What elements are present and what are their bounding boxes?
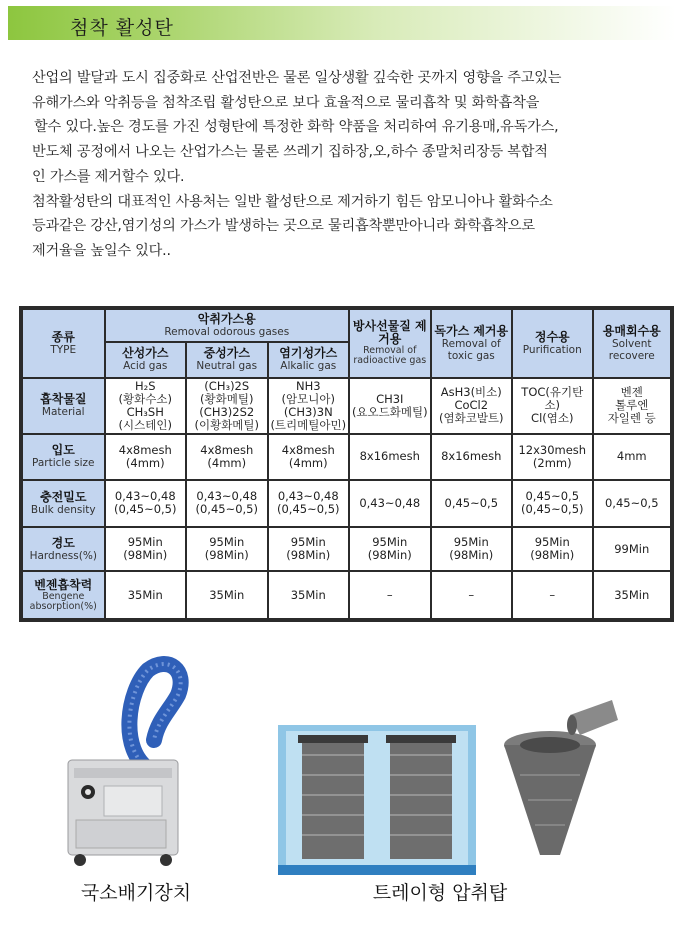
left-photo-caption: 국소배기장치 bbox=[80, 882, 192, 904]
cell-value: 95Min bbox=[372, 535, 408, 550]
row-header-particle bbox=[23, 435, 104, 479]
cell-value: (암모니아) bbox=[281, 391, 335, 406]
cell-value: (CH3)3N bbox=[283, 404, 333, 419]
cell-value: 4x8mesh bbox=[281, 442, 335, 457]
cell-value: 4x8mesh bbox=[118, 442, 172, 457]
cell-value: 벤젠 bbox=[620, 385, 643, 400]
intro-line: 반도체 공정에서 나오는 산업가스는 물론 쓰레기 집하장,오,하수 종말처리장등 복합적 bbox=[32, 144, 548, 161]
col-header-ko: 염기성가스 bbox=[279, 346, 338, 361]
cell-value: TOC(유기탄소) bbox=[521, 385, 584, 413]
cell-value: 0,43~0,48 bbox=[196, 489, 258, 504]
cell-value: 0,45~0,5 bbox=[444, 495, 499, 510]
cell-value: CH3I bbox=[376, 391, 404, 406]
table-cell bbox=[513, 379, 591, 433]
table-cell bbox=[269, 379, 349, 433]
col-header-en: Solvent recovere bbox=[608, 337, 655, 362]
col-header bbox=[350, 310, 430, 377]
cell-value: 톨루엔 bbox=[615, 398, 649, 413]
cell-value: 35Min bbox=[127, 587, 163, 602]
cell-value: 95Min bbox=[209, 535, 245, 550]
cell-value: 0,45~0,5 bbox=[525, 489, 580, 504]
intro-line: 첨착활성탄의 대표적인 사용처는 일반 활성탄으로 제거하기 힘든 암모니아나 활화수소 bbox=[32, 193, 553, 210]
cell-value: (CH3)2S2 bbox=[199, 404, 255, 419]
col-header-ko: 용매회수용 bbox=[602, 323, 661, 338]
cell-value: CH₃SH bbox=[126, 404, 164, 419]
table-cell bbox=[187, 572, 267, 618]
cell-value: 35Min bbox=[209, 587, 245, 602]
table-cell bbox=[350, 528, 430, 570]
cell-value: AsH3(비소) bbox=[440, 385, 502, 400]
table-cell bbox=[432, 435, 512, 479]
row-header-benzene bbox=[23, 572, 104, 618]
spec-table-wrapper bbox=[19, 306, 674, 622]
row-header-ko: 입도 bbox=[51, 443, 75, 458]
cell-value: 4mm bbox=[616, 449, 647, 464]
table-row bbox=[23, 528, 670, 570]
table-cell bbox=[187, 481, 267, 527]
cell-value: 0,43~0,48 bbox=[114, 489, 176, 504]
cell-value: (2mm) bbox=[532, 455, 572, 470]
cell-value: 자일렌 등 bbox=[607, 411, 656, 426]
row-header-density bbox=[23, 481, 104, 527]
cell-value: H₂S bbox=[134, 378, 156, 393]
cell-value: 35Min bbox=[290, 587, 326, 602]
spec-table bbox=[21, 308, 672, 620]
table-cell bbox=[513, 572, 591, 618]
col-header-en: Alkalic gas bbox=[280, 360, 337, 373]
intro-line: 산업의 발달과 도시 집중화로 산업전반은 물론 일상생활 깊숙한 곳까지 영향을 주고있는 bbox=[32, 70, 562, 86]
local-exhaust-photo bbox=[58, 650, 198, 872]
row-header-ko: 경도 bbox=[51, 535, 75, 550]
table-row bbox=[23, 481, 670, 527]
intro-line: 유해가스와 악취등을 첨착조립 활성탄으로 보다 효율적으로 물리흡착 및 화학흡착을 bbox=[32, 94, 540, 111]
cell-value: (98Min) bbox=[449, 548, 494, 563]
table-cell bbox=[106, 435, 186, 479]
col-header-en: Acid gas bbox=[123, 360, 168, 373]
cell-value: (트리메틸아민) bbox=[270, 417, 347, 432]
table-cell bbox=[350, 572, 430, 618]
cell-value: (황화메틸) bbox=[200, 391, 254, 406]
table-cell bbox=[106, 528, 186, 570]
table-cell bbox=[432, 379, 512, 433]
cell-value: 95Min bbox=[534, 535, 570, 550]
table-cell bbox=[594, 572, 671, 618]
cell-value: 99Min bbox=[614, 541, 650, 556]
cell-value: (98Min) bbox=[286, 548, 331, 563]
cell-value: (98Min) bbox=[123, 548, 168, 563]
table-cell bbox=[350, 481, 430, 527]
table-cell bbox=[594, 435, 671, 479]
col-header bbox=[432, 310, 512, 377]
cell-value: (98Min) bbox=[367, 548, 412, 563]
cell-value: (0,45~0,5) bbox=[277, 502, 340, 517]
group-header bbox=[106, 310, 349, 341]
row-header-en: Bulk density bbox=[30, 503, 96, 516]
cell-value: CoCl2 bbox=[454, 398, 489, 413]
cell-value: (4mm) bbox=[288, 455, 328, 470]
col-header-ko: 독가스 제거용 bbox=[434, 323, 509, 338]
cell-value: 95Min bbox=[290, 535, 326, 550]
page-title: 첨착 활성탄 bbox=[70, 17, 174, 39]
col-header-en: Purification bbox=[522, 343, 582, 356]
col-header-en: Removal of toxic gas bbox=[441, 337, 501, 362]
cell-value: (4mm) bbox=[125, 455, 165, 470]
col-header-ko: 중성가스 bbox=[203, 346, 250, 361]
cell-value: (이황화메틸) bbox=[194, 417, 260, 432]
cell-value: (시스테인) bbox=[118, 417, 172, 432]
cell-value: (0,45~0,5) bbox=[195, 502, 258, 517]
cell-value: (CH₃)2S bbox=[204, 378, 250, 393]
col-header-ko: 방사선물질 제거용 bbox=[352, 319, 427, 347]
col-header bbox=[187, 343, 267, 376]
table-cell bbox=[350, 435, 430, 479]
cell-value: (98Min) bbox=[530, 548, 575, 563]
table-cell bbox=[513, 528, 591, 570]
cell-value: – bbox=[386, 587, 393, 602]
row-header-hardness bbox=[23, 528, 104, 570]
cell-value: 0,45~0,5 bbox=[604, 495, 659, 510]
intro-line: 할수 있다.높은 경도를 가진 성형탄에 특정한 화학 약품을 처리하여 유기용매,유독가스, bbox=[34, 119, 559, 136]
cell-value: Cl(염소) bbox=[531, 411, 574, 426]
cell-value: 35Min bbox=[614, 587, 650, 602]
table-row bbox=[23, 379, 670, 433]
row-header-en: Hardness(%) bbox=[29, 549, 97, 562]
col-header bbox=[106, 343, 186, 376]
cell-value: – bbox=[468, 587, 475, 602]
table-row bbox=[23, 435, 670, 479]
cell-value: NH3 bbox=[295, 378, 321, 393]
group-header-ko: 악취가스용 bbox=[197, 312, 256, 327]
col-header bbox=[269, 343, 349, 376]
cell-value: (요오드화메틸) bbox=[351, 404, 428, 419]
table-cell bbox=[106, 379, 186, 433]
cell-value: (0,45~0,5) bbox=[521, 502, 584, 517]
title-bar bbox=[8, 6, 676, 40]
table-cell bbox=[269, 435, 349, 479]
intro-line: 인 가스를 제거할수 있다. bbox=[32, 168, 185, 185]
cell-value: 95Min bbox=[127, 535, 163, 550]
table-cell bbox=[432, 481, 512, 527]
cell-value: 95Min bbox=[453, 535, 489, 550]
row-header-en: Material bbox=[41, 406, 85, 419]
cell-value: 0,43~0,48 bbox=[359, 495, 421, 510]
table-cell bbox=[432, 528, 512, 570]
row-header-ko: 흡착물질 bbox=[40, 392, 87, 407]
cell-value: 0,43~0,48 bbox=[277, 489, 339, 504]
row-header-material bbox=[23, 379, 104, 433]
cell-value: 4x8mesh bbox=[200, 442, 254, 457]
cell-value: (황화수소) bbox=[118, 391, 172, 406]
group-header-en: Removal odorous gases bbox=[164, 326, 290, 339]
col-header-ko: 산성가스 bbox=[122, 346, 169, 361]
cell-value: (염화코발트) bbox=[439, 411, 504, 426]
cell-value: – bbox=[549, 587, 556, 602]
cell-value: 8x16mesh bbox=[359, 449, 420, 464]
table-cell bbox=[269, 572, 349, 618]
cell-value: (98Min) bbox=[204, 548, 249, 563]
type-header-en: TYPE bbox=[50, 343, 77, 356]
row-header-en: Bengene absorption(%) bbox=[29, 590, 97, 612]
col-header-ko: 정수용 bbox=[534, 329, 570, 344]
col-header-en: Neutral gas bbox=[196, 360, 258, 373]
intro-text bbox=[32, 66, 677, 264]
col-header bbox=[513, 310, 591, 377]
table-cell bbox=[106, 481, 186, 527]
table-row bbox=[23, 572, 670, 618]
cell-value: 12x30mesh bbox=[518, 442, 587, 457]
table-cell bbox=[187, 379, 267, 433]
intro-line: 제거율을 높일수 있다.. bbox=[32, 242, 171, 259]
table-cell bbox=[594, 481, 671, 527]
row-header-ko: 충전밀도 bbox=[40, 489, 87, 504]
cell-value: (4mm) bbox=[207, 455, 247, 470]
table-cell bbox=[594, 379, 671, 433]
table-cell bbox=[187, 435, 267, 479]
table-cell bbox=[269, 528, 349, 570]
col-header bbox=[594, 310, 671, 377]
table-cell bbox=[432, 572, 512, 618]
table-cell bbox=[594, 528, 671, 570]
row-header-en: Particle size bbox=[32, 457, 95, 470]
table-cell bbox=[187, 528, 267, 570]
table-cell bbox=[513, 481, 591, 527]
cell-value: (0,45~0,5) bbox=[113, 502, 177, 517]
row-header-ko: 벤젠흡착력 bbox=[34, 577, 93, 592]
table-cell bbox=[350, 379, 430, 433]
cone-tray-photo bbox=[500, 695, 620, 875]
tray-tower-photo bbox=[278, 725, 476, 875]
intro-line: 등과같은 강산,염기성의 가스가 발생하는 곳으로 물리흡착뿐만아니라 화학흡착으로 bbox=[32, 218, 535, 235]
cell-value: 8x16mesh bbox=[441, 449, 502, 464]
table-cell bbox=[106, 572, 186, 618]
table-cell bbox=[269, 481, 349, 527]
col-header-en: Removal of radioactive gas bbox=[353, 345, 427, 367]
table-cell bbox=[513, 435, 591, 479]
type-header-ko: 종류 bbox=[51, 329, 75, 344]
type-header bbox=[23, 310, 104, 377]
right-photo-caption: 트레이형 압취탑 bbox=[372, 882, 508, 904]
